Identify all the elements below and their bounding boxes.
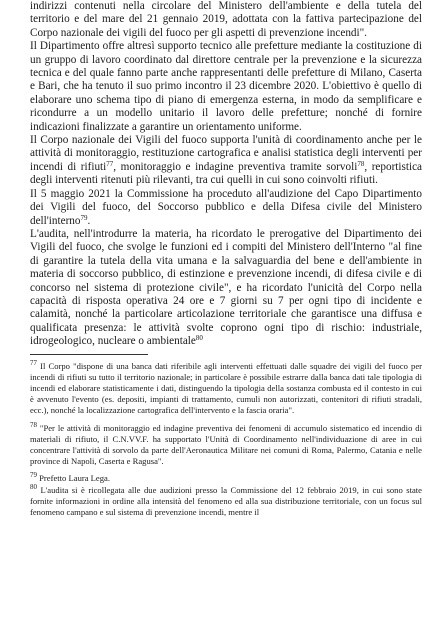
footnote-79: $^{79}$ Prefetto Laura Lega. [30, 471, 111, 484]
paragraph-2: Il Dipartimento offre altresì supporto tecnico alle prefetture mediante la costituzione di un gruppo di lavoro coordinato dal direttore centrale per la prevenzione e la sicurezza tecnica e del quale fanno parte anche rappresentanti delle prefetture di Milano, Caserta e Bari, che ha tenuto il suo primo incontro il 23 dicembre 2020. L'obiettivo è quello di elaborare uno schema tipo di piano di emergenza esterna, in modo da semplificare e ricondurre a un modello unitario il lavoro delle prefetture; nonché di fornire indicazioni finalizzate a garantire un orientamento uniforme. [30, 40, 422, 133]
paragraph-5: L'audita, nell'introdurre la materia, ha ricordato le prerogative del Dipartimento dei Vigili del fuoco, che svolge le funzioni ed i compiti del Ministero dell'Interno "al fine di garantire la tutela della vita umana e la salvaguardia del bene e dell'ambiente in materia di soccorso pubblico, di estinzione e prevenzione incendi, di difesa civile e di concorso nel sistema di protezione civile", e ha ricordato l'unicità del Corpo nella capacità di risposta operativa 24 ore e 7 giorni su 7 per ogni tipo di incidente e calamità, nonché la particolare articolazione territoriale che garantisce una diffusa e qualificata presenza: le attività svolte coprono ogni tipo di rischio: industriale, idrogeologico, nucleare o ambientale$^{80}$ [30, 227, 422, 348]
footnote-78: $^{78}$ "Per le attività di monitoraggio ed indagine preventiva dei fenomeni di accumulo sistematico ed incendio di materiali di rifiuto, il C.N.VV.F. ha supportato l'Unità di Coordinamento nell'individuazione di aree in cui concentrare l'attività di sorvolo da parte dell'Aeronautica Militare nei comuni di Roma, Palermo, Catania e nelle province di Napoli, Caserta e Ragusa". [30, 420, 422, 467]
footnote-80: $^{80}$ L'audita si è ricollegata alle due audizioni presso la Commissione del 12 febbraio 2019, in cui sono state fornite informazioni in ordine alla intensità del fenomeno ed alla sua distribuzione territoriale, con un focus sul fenomeno campano e sul sistema di prevenzione incendi, mentre il [30, 482, 422, 517]
footnote-separator [30, 354, 148, 355]
footnote-ref-80[interactable]: 80 [195, 334, 203, 343]
paragraph-3: Il Corpo nazionale dei Vigili del fuoco supporta l'unità di coordinamento anche per le attività di monitoraggio, restituzione cartografica e analisi statistica degli interventi per incendi di rifiuti$^{77}$, monitoraggio e indagine preventiva tramite sorvoli$^{78}$, reportistica degli interventi ritenuti più rilevanti, tra cui quelli in cui sono coinvolti rifiuti. [30, 134, 423, 187]
footnote-77: $^{77}$ Il Corpo "dispone di una banca dati riferibile agli interventi effettuati dalle squadre dei vigili del fuoco per incendi di rifiuti su tutto il territorio nazionale; in particolare è possibile estrarre dalla banca dati tale tipologia di incendi ed elaborare statisticamente i dati, distinguendo la tipologia della sostanza combusta ed il contesto in cui è avvenuto l'evento (es. depositi, impianti di trattamento, cumuli non autorizzati, contenitori di rifiuti stradali, ecc.), nonché la localizzazione cartografica dell'intervento e la fascia oraria". [30, 358, 422, 416]
footnote-ref-78[interactable]: 78 [357, 159, 365, 168]
paragraph-4: Il 5 maggio 2021 la Commissione ha proceduto all'audizione del Capo Dipartimento dei Vigili del fuoco, del Soccorso pubblico e della Difesa civile del Ministero dell'interno$^{79}$. [30, 187, 422, 227]
paragraph-1: indirizzi contenuti nella circolare del Ministero dell'ambiente e della tutela del territorio e del mare del 21 gennaio 2019, adottata con la fattiva partecipazione del Corpo nazionale dei vigili del fuoco per gli aspetti di prevenzione incendi". [30, 0, 422, 39]
footnotes [30, 358, 422, 519]
body-text [30, 0, 422, 349]
footnote-ref-79[interactable]: 79 [80, 213, 88, 222]
footnote-ref-77[interactable]: 77 [106, 159, 114, 168]
